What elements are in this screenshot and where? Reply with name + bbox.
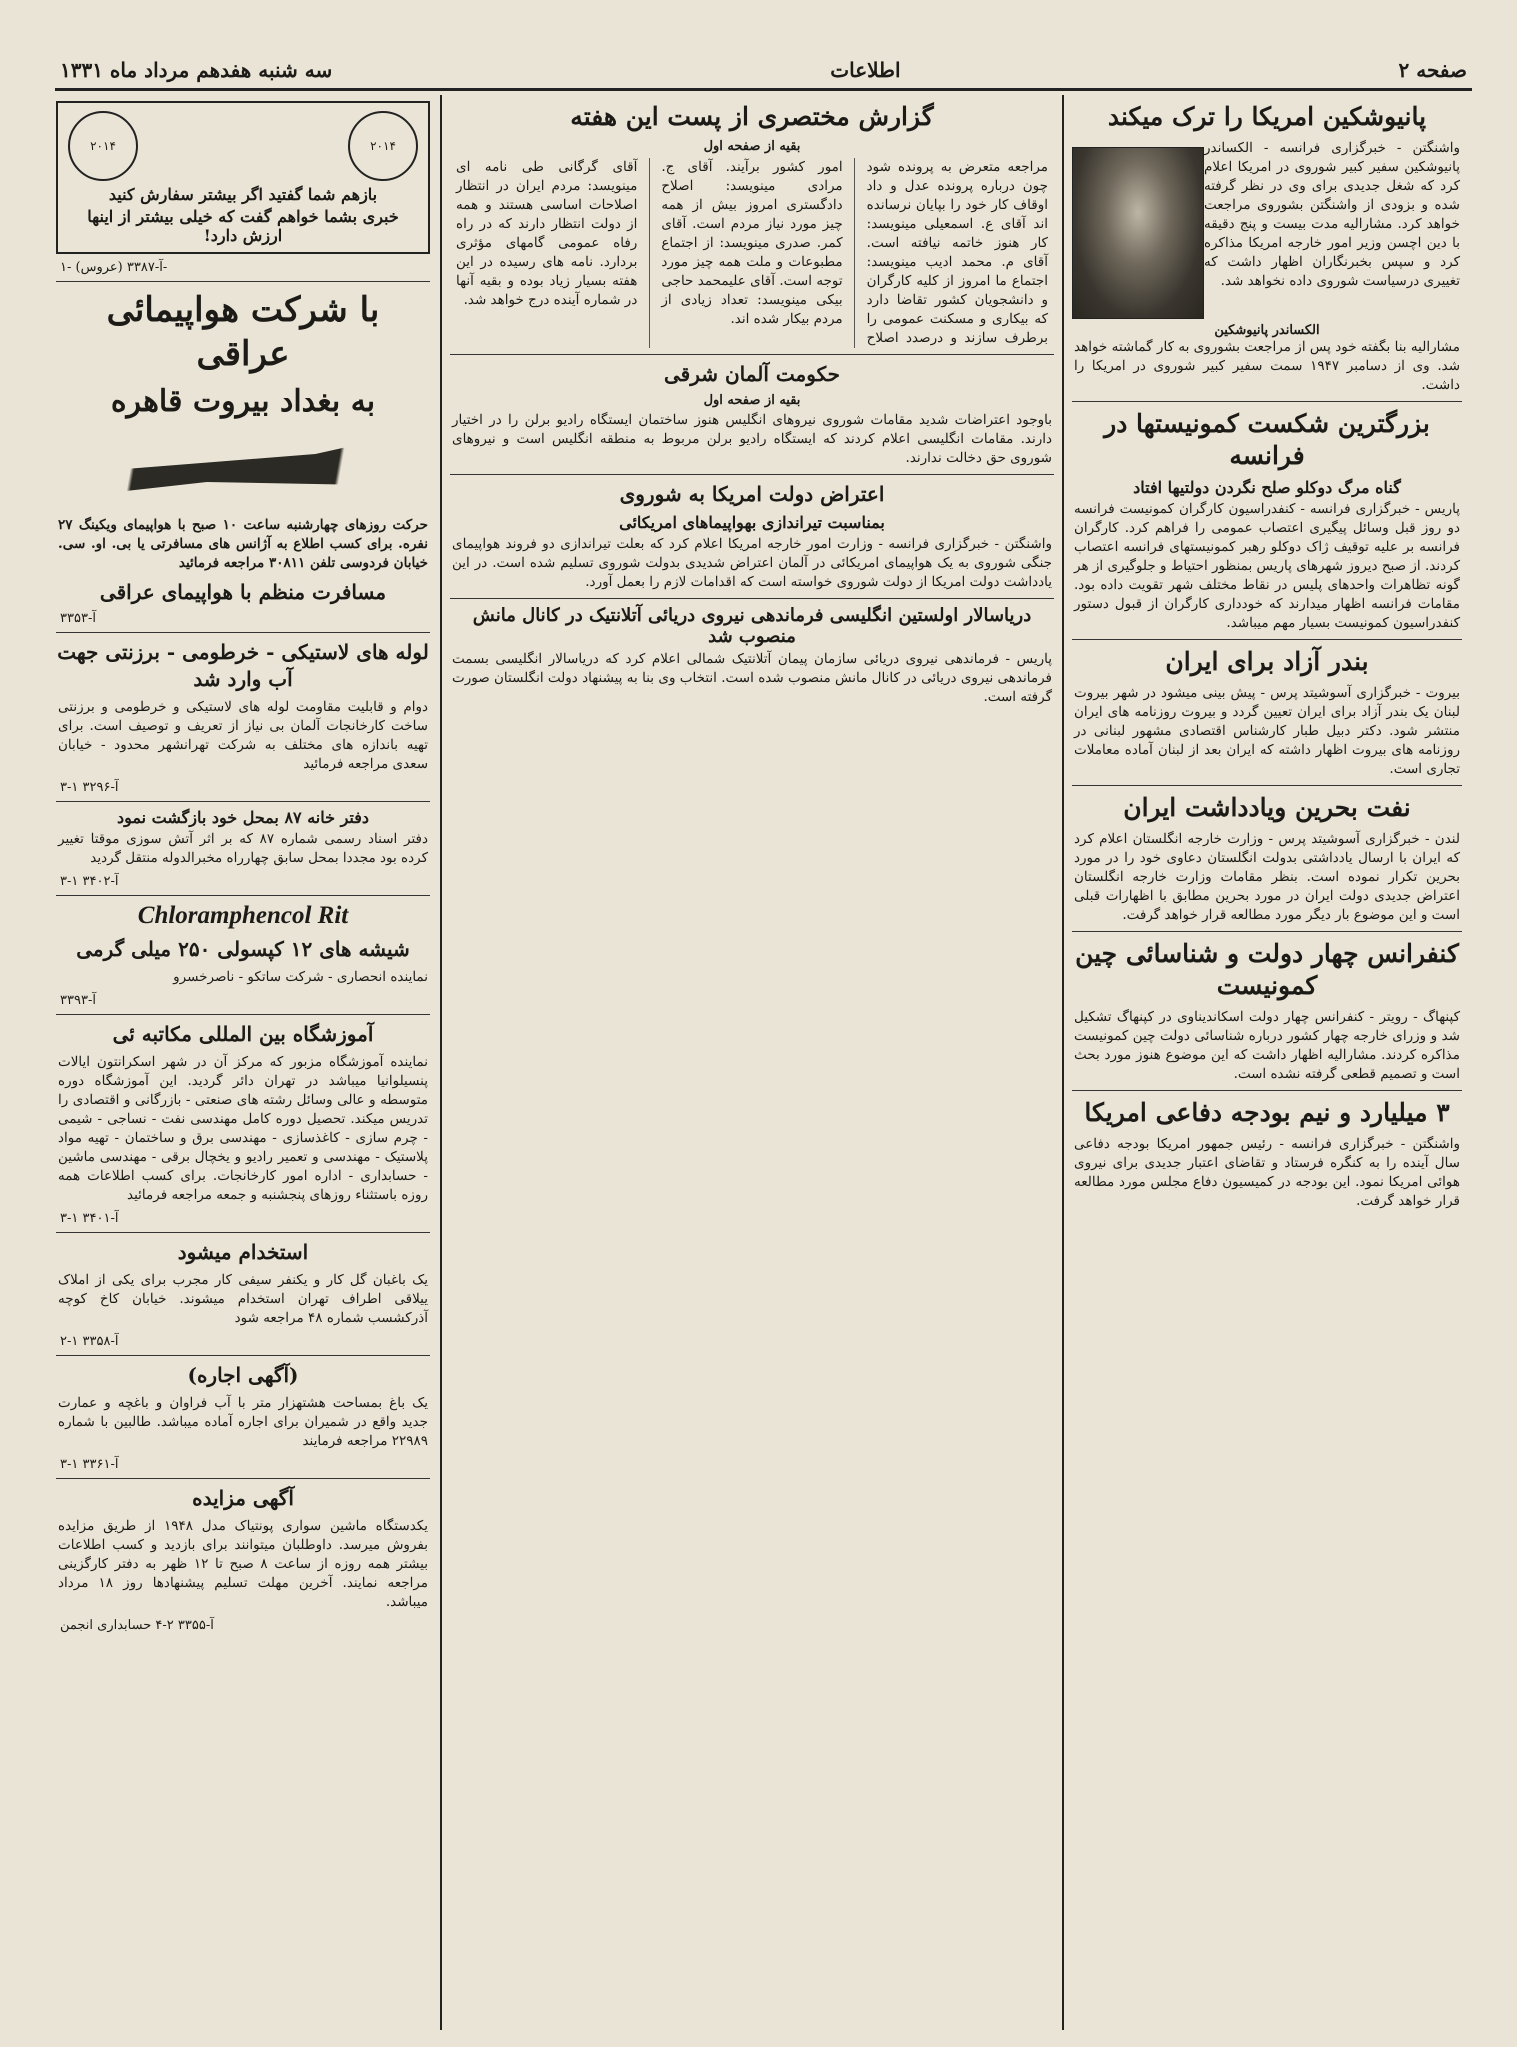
article-body: لندن - خبرگزاری آسوشیتد پرس - وزارت خارجه انگلستان اعلام کرد که ایران با ارسال یادداشتی بدولت انگلستان دعاوی خود را در مورد بحرین تکرار نموده است. بنظر مقامات وزارت خارجه انگلستان اعتراض جدیدی دولت ایران در مورد بحرین مطابق با اظهارات قبلی است و این موضوع بار دیگر مورد مطالعه قرار خواهد گرفت. <box>1074 831 1460 923</box>
divider <box>450 474 1054 475</box>
ad-body: یکدستگاه ماشین سواری پونتیاک مدل ۱۹۴۸ از طریق مزایده بفروش میرسد. داوطلبان میتوانند برای بازدید و کسب اطلاعات بیشتر همه روزه از ساعت ۸ صبح تا ۱۲ ظهر به دفتر کارگزینی مراجعه نمایند. آخرین مهلت تسلیم پیشنهادها روز ۱۸ مرداد میباشد. <box>58 1518 428 1610</box>
ad-title: (آگهی اجاره) <box>187 1363 299 1387</box>
ad-code: آ-۳۳۵۸ ۱-۲ <box>60 1334 119 1349</box>
divider <box>56 895 430 896</box>
ad-title: آموزشگاه بین المللی مکاتبه ئی <box>112 1022 374 1046</box>
ad-body: یک باغ بمساحت هشتهزار متر با آب فراوان و باغچه و عمارت جدید واقع در شمیران برای اجاره آماده میباشد. طالبین با شماره ۲۲۹۸۹ مراجعه فرمایند <box>58 1395 428 1449</box>
airplane-icon <box>62 430 424 510</box>
article-body: بیروت - خبرگزاری آسوشیتد پرس - پیش بینی میشود در شهر بیروت لبنان یک بندر آزاد برای ایران تعیین گردد و بیروت روزنامه های ایران منتشر شود. دکتر دبیل طبار کارشناس اقتصادی مشهور لبنانی در روزنامه های بیروت اظهار داشته که ایران بعد از لبنان آماده معاملات تجاری است. <box>1074 685 1460 777</box>
issue-date: سه شنبه هفدهم مرداد ماه ۱۳۳۱ <box>60 58 333 82</box>
coin-emblem-icon: ۲۰۱۴ <box>68 111 138 181</box>
page-number: صفحه ۲ <box>1398 58 1467 82</box>
divider <box>56 632 430 633</box>
ad-title: آگهی مزایده <box>192 1486 294 1510</box>
coin-emblem-icon: ۲۰۱۴ <box>348 111 418 181</box>
ad-title: استخدام میشود <box>177 1240 309 1264</box>
article-headline: پانیوشکین امریکا را ترک میکند <box>1107 102 1427 131</box>
photo-caption: الکساندر پانیوشکین <box>1214 323 1320 338</box>
divider <box>1072 785 1462 786</box>
article-headline: دریاسالار اولستین انگلیسی فرماندهی نیروی دریائی آتلانتیک در کانال مانش منصوب شد <box>472 605 1032 647</box>
divider <box>56 1355 430 1356</box>
ad-code: آ-۳۳۵۳ <box>60 611 96 626</box>
article-body: کپنهاگ - رویتر - کنفرانس چهار دولت اسکاندیناوی در کپنهاگ تشکیل شد و وزرای خارجه چهار کشور درباره شناسائی دولت چین کمونیست مذاکره کردند. مشارالیه اظهار داشت که این موضوع هنوز مورد بحث است و تصمیم قطعی گرفته نشده است. <box>1074 1009 1460 1082</box>
paper-title: اطلاعات <box>830 58 901 82</box>
article-headline: نفت بحرین ویادداشت ایران <box>1123 793 1411 822</box>
divider <box>1072 1090 1462 1091</box>
article-body: واشنگتن - خبرگزاری فرانسه - وزارت امور خارجه امریکا اعلام کرد که بعلت تیراندازی دو فروند هواپیمای جنگی شوروی به یک هواپیمای امریکائی در آلمان اعتراض شدیدی بدولت شوروی تسلیم شده است. در این یادداشت دولت امریکا از دولت شوروی خواسته است که اقدامات لازم را بعمل آورد. <box>452 536 1052 590</box>
column-rule <box>1062 95 1064 2030</box>
ad-code: آ-۳۳۶۱ ۱-۳ <box>60 1457 119 1472</box>
ad-subtitle: شیشه های ۱۲ کپسولی ۲۵۰ میلی گرمی <box>76 937 410 961</box>
ad-body: یک باغبان گل کار و یکنفر سیفی کار مجرب برای یکی از املاک ییلاقی اطراف تهران استخدام میشوند. خیابان کاخ کوچه آذرکشسب شماره ۴۸ مراجعه شود <box>58 1272 428 1326</box>
article-headline: بزرگترین شکست کمونیستها در فرانسه <box>1104 409 1430 470</box>
article-body: مراجعه متعرض به پرونده شود چون درباره پرونده عدل و داد اوقاف کار خود را بپایان نرسانده اند آقای ع. اسمعیلی مینویسد: کار هنوز خاتمه نیافته است. آقای م. محمد ادیب مینویسد: اجتماع ما امروز از کلیه کارگران و دانشجویان کشور تقاضا دارد که بیکاری و مسکنت عمومی را برطرف سازند و درصدد اصلاح امور کشور برآیند. آقای ج. مرادی مینویسد: اصلاح دادگستری امروز بیش از همه چیز مورد نیاز مردم است. آقای کمر. صدری مینویسد: از اجتماع مطبوعات و ملت همه چیز مورد توجه است. آقای علیمحمد حاجی بیکی مینویسد: تعداد زیادی از مردم بیکار شده اند. <box>661 159 1048 346</box>
ad-code: آ-۳۲۹۶ ۱-۳ <box>60 780 119 795</box>
divider <box>450 354 1054 355</box>
ad-code: آ-۳۴۰۲ ۱-۳ <box>60 874 119 889</box>
divider <box>56 1014 430 1015</box>
right-column <box>1068 95 1466 2030</box>
ad-text: بازهم شما گفتید اگر بیشتر سفارش کنید <box>108 185 378 204</box>
ad-body: نماینده انحصاری - شرکت ساتکو - ناصرخسرو <box>173 969 428 985</box>
article-body: پاریس - فرماندهی نیروی دریائی سازمان پیمان آتلانتیک شمالی اعلام کرد که دریاسالار انگلیسی بسمت فرماندهی نیروی دریائی در کانال مانش منصوب شده است. انتخاب وی بنا به پیشنهاد دولت انگلستان صورت گرفته است. <box>452 651 1052 705</box>
divider <box>1072 401 1462 402</box>
divider <box>56 1232 430 1233</box>
ad-text: خبری بشما خواهم گفت که خیلی بیشتر از اینها ارزش دارد! <box>87 207 399 245</box>
ad-code: آ-۳۳۹۳ <box>60 993 96 1008</box>
ad-code: آ-۳۳۸۷ (عروس) -۱- <box>60 260 168 275</box>
ad-body: دفتر اسناد رسمی شماره ۸۷ که بر اثر آتش سوزی موقتا تغییر کرده بود مجددا بمحل سابق چهارراه مخبرالدوله منتقل گردید <box>58 831 428 866</box>
divider <box>56 801 430 802</box>
portrait-photo <box>1072 147 1204 319</box>
continued-note: بقیه از صفحه اول <box>703 139 801 154</box>
article-body: واشنگتن - خبرگزاری فرانسه - رئیس جمهور امریکا بودجه دفاعی سال آینده را به کنگره فرستاد و تقاضای اعتبار جدیدی برای نیروی هوائی امریکا نمود. این بودجه در کمیسیون دفاع مجلس مورد مطالعه قرار خواهد گرفت. <box>1074 1136 1460 1209</box>
ad-emblems <box>68 111 418 181</box>
middle-column <box>446 95 1058 2030</box>
ad-title: دفتر خانه ۸۷ بمحل خود بازگشت نمود <box>116 808 370 827</box>
article-headline: ۳ میلیارد و نیم بودجه دفاعی امریکا <box>1084 1098 1450 1127</box>
article-body: پاریس - خبرگزاری فرانسه - کنفدراسیون کارگران کمونیست فرانسه دو روز قبل وسائل پیگیری اعتصاب عمومی را فراهم کرد. کارگران فرانسه بر علیه توقیف ژاک دوکلو رهبر کمونیستهای فرانسه اعتصاب کردند. از صبح دیروز شهرهای پاریس بمنظور احتیاط و جلوگیری از هر گونه تظاهرات واحدهای پلیس در نقاط مختلف شهر تقویت داده بود. مقامات فرانسه اظهار میدارند که خودداری کارگران از قبول دستور کنفدراسیون کمونیست بسیار مهم میباشد. <box>1074 501 1460 631</box>
ad-code: آ-۳۳۵۵ ۲-۴ حسابداری انجمن <box>60 1618 214 1633</box>
article-subtitle: بمناسبت تیراندازی بهواپیماهای امریکائی <box>619 513 885 532</box>
article-body: باوجود اعتراضات شدید مقامات شوروی نیروهای انگلیس هنوز ساختمان ایستگاه رادیو برلن را در اختیار دارند. مقامات انگلیسی اعلام کردند که ایستگاه رادیو برلن مربوط به منطقه انگلیس است و نیروهای شوروی حق دخالت ندارند. <box>452 412 1052 466</box>
airline-name: با شرکت هواپیمائی عراقی <box>106 290 380 374</box>
airline-destinations: به بغداد بیروت قاهره <box>110 384 376 419</box>
article-body: آقای گرگانی طی نامه ای مینویسد: مردم ایران در انتظار اصلاحات اساسی هستند و همه از دولت انتظار دارند که در راه رفاه عمومی گامهای مؤثری بردارد. نامه های رسیده در این هفته بسیار زیاد بوده و بقیه آنها در شماره آینده درج خواهد شد. <box>456 159 638 308</box>
ad-title: لوله های لاستیکی - خرطومی - برزنتی جهت آب وارد شد <box>57 640 429 691</box>
ad-body: نماینده آموزشگاه مزبور که مرکز آن در شهر اسکرانتون ایالات پنسیلوانیا میباشد در تهران دائر گردید. این آموزشگاه دوره متوسطه و عالی وسائل رشته های صنعتی - بازرگانی و اقتصادی را تدریس میکند. تحصیل دوره کامل مهندسی نفت - نساجی - شیمی - چرم سازی - کاغذسازی - مهندسی برق و ساختمان - تهیه مواد پلاستیک - مهندسی و تعمیر رادیو و یخچال برقی - مهندسی ماشین - حسابداری - اداره امور کارخانجات. برای کسب اطلاعات همه روزه باستثناء روزهای پنجشنبه و جمعه مراجعه فرمائید <box>58 1054 428 1203</box>
letters-columns <box>450 158 1054 348</box>
page-header <box>60 55 1467 85</box>
ad-body: حرکت روزهای چهارشنبه ساعت ۱۰ صبح با هواپیمای ویکینگ ۲۷ نفره. برای کسب اطلاع به آژانس های مسافرتی یا بی. او. سی. خیابان فردوسی تلفن ۳۰۸۱۱ مراجعه فرمائید <box>58 517 428 571</box>
divider <box>56 1478 430 1479</box>
article-headline: کنفرانس چهار دولت و شناسائی چین کمونیست <box>1075 939 1459 1000</box>
left-column-ads <box>52 95 434 2030</box>
article-subtitle: گناه مرگ دوکلو صلح نگردن دولتیها افتاد <box>1133 478 1401 497</box>
airline-slogan: مسافرت منظم با هواپیمای عراقی <box>99 580 387 604</box>
header-rule <box>55 88 1472 91</box>
divider <box>56 281 430 282</box>
article-body: مشارالیه بنا بگفته خود پس از مراجعت بشوروی به کار گماشته خواهد شد. وی از دسامبر ۱۹۴۷ سمت سفیر کبیر شوروی در امریکا را داشت. <box>1074 339 1461 393</box>
ad-code: آ-۳۴۰۱ ۱-۳ <box>60 1211 119 1226</box>
article-headline: گزارش مختصری از پست این هفته <box>570 102 934 131</box>
ad-body: دوام و قابلیت مقاومت لوله های لاستیکی و خرطومی و برزنتی ساخت کارخانجات آلمان بی نیاز از تعریف و توصیف است. برای تهیه باندازه های مختلف به شرکت تهرانشهر محدود - خیابان سعدی مراجعه فرمائید <box>58 699 428 772</box>
continued-note: بقیه از صفحه اول <box>703 393 801 408</box>
article-headline: بندر آزاد برای ایران <box>1165 647 1369 676</box>
divider <box>450 598 1054 599</box>
article-body: واشنگتن - خبرگزاری فرانسه - الکساندر پانیوشکین سفیر کبیر شوروی در امریکا اعلام کرد که شغل جدیدی برای وی در نظر گرفته شده و بزودی از واشنگتن بشوروی مراجعت خواهد کرد. مشارالیه مدت بیست و پنج دقیقه با دین اچسن وزیر امور خارجه امریکا مذاکره کرد و سپس بخبرنگاران اظهار داشت که تغییری درسیاست شوروی داده نخواهد شد. <box>1204 140 1460 289</box>
ad-box <box>56 101 430 254</box>
divider <box>1072 639 1462 640</box>
article-headline: اعتراض دولت امریکا به شوروی <box>619 482 885 506</box>
divider <box>1072 931 1462 932</box>
article-headline: حکومت آلمان شرقی <box>663 362 841 386</box>
column-rule <box>440 95 442 2030</box>
ad-title: Chloramphencol Rit <box>137 902 349 929</box>
